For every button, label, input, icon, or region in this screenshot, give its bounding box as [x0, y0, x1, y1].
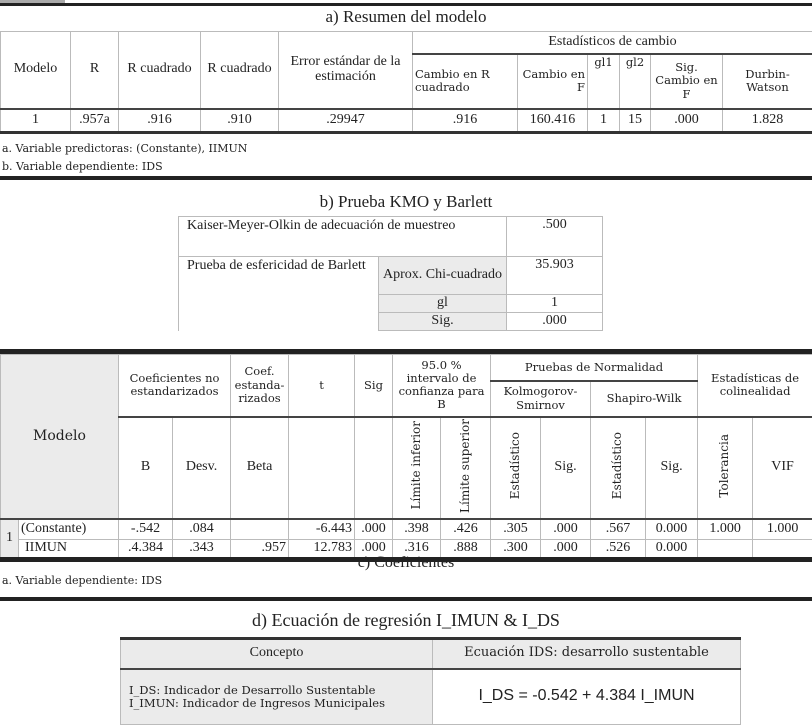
kmo-value: .500: [507, 217, 603, 257]
sig-value: .000: [507, 313, 603, 331]
bartlett-label: Prueba de esfericidad de Barlett: [179, 257, 379, 331]
cell: .910: [201, 109, 279, 133]
section-d-title: d) Ecuación de regresión I_IMUN & I_DS: [0, 610, 812, 631]
coefficients-table: [0, 354, 812, 562]
hdr-dw: Durbin-Watson: [723, 54, 812, 109]
cell: .084: [173, 519, 231, 539]
cell: .4.384: [119, 539, 173, 559]
hdr-ic: 95.0 % intervalo de confianza para B: [393, 355, 491, 417]
hdr-sig: Sig: [355, 355, 393, 417]
hdr-b: B: [119, 417, 173, 520]
cell: 0.000: [646, 539, 698, 559]
section-c-title: c) Coeficientes: [0, 554, 812, 572]
chi-label: Aprox. Chi-cuadrado: [379, 257, 507, 295]
hdr-concepto: Concepto: [121, 639, 433, 669]
hdr-modelo: Modelo: [1, 355, 119, 520]
cell: .000: [541, 539, 591, 559]
cell: .000: [651, 109, 723, 133]
equation: I_DS = -0.542 + 4.384 I_IMUN: [433, 669, 741, 725]
cell: (Constante): [19, 519, 119, 539]
sig-label: Sig.: [379, 313, 507, 331]
footnote: b. Variable dependiente: IDS: [2, 160, 163, 173]
hdr-sw: Shapiro-Wilk: [591, 381, 698, 417]
hdr-normalidad: Pruebas de Normalidad: [491, 355, 698, 381]
hdr-li: Límite inferior: [410, 421, 423, 509]
hdr-sig1: Sig.: [541, 417, 591, 520]
hdr-r2: R cuadrado: [119, 32, 201, 109]
cell: IIMUN: [19, 539, 119, 559]
cell: .000: [355, 519, 393, 539]
hdr-t-empty: [289, 417, 355, 520]
hdr-gl1: gl1: [588, 54, 620, 109]
hdr-r: R: [71, 32, 119, 109]
section-a-title: a) Resumen del modelo: [0, 7, 812, 27]
cell: 1.000: [753, 519, 812, 539]
cell: 160.416: [518, 109, 588, 133]
hdr-vif: VIF: [753, 417, 812, 520]
cell: 12.783: [289, 539, 355, 559]
kmo-label: Kaiser-Meyer-Olkin de adecuación de muestreo: [179, 217, 507, 257]
equation-table: [120, 637, 741, 725]
hdr-beta: Beta: [231, 417, 289, 520]
model-summary-table: [0, 31, 812, 134]
cell: 0.000: [646, 519, 698, 539]
cell: .567: [591, 519, 646, 539]
hdr-gl2: gl2: [620, 54, 651, 109]
cell: .000: [355, 539, 393, 559]
cell: .957: [231, 539, 289, 559]
gl-label: gl: [379, 295, 507, 313]
cell: .343: [173, 539, 231, 559]
cell: .316: [393, 539, 441, 559]
hdr-sig2: Sig.: [646, 417, 698, 520]
model-num: 1: [1, 519, 19, 559]
hdr-tol: Tolerancia: [718, 434, 731, 498]
cell: .957a: [71, 109, 119, 133]
hdr-modelo: Modelo: [1, 32, 71, 109]
cell: 1: [588, 109, 620, 133]
divider: [0, 3, 812, 6]
gl-value: 1: [507, 295, 603, 313]
hdr-colin: Estadísticas de colinealidad: [698, 355, 812, 417]
kmo-table: [178, 216, 603, 331]
concept-ids: I_DS: Indicador de Desarrollo Sustentable: [129, 684, 424, 697]
footnote: a. Variable predictoras: (Constante), IIMUN: [2, 142, 247, 155]
table-row: [1, 109, 812, 133]
cell: .300: [491, 539, 541, 559]
table-row: [1, 519, 812, 539]
hdr-group: Estadísticos de cambio: [413, 32, 812, 54]
hdr-r2adj: R cuadrado: [201, 32, 279, 109]
hdr-est1: Estadístico: [509, 432, 522, 499]
hdr-cambio-f: Cambio en F: [518, 54, 588, 109]
hdr-ks: Kolmogorov-Smirnov: [491, 381, 591, 417]
hdr-desv: Desv.: [173, 417, 231, 520]
cell: -.542: [119, 519, 173, 539]
footnote: a. Variable dependiente: IDS: [2, 574, 162, 587]
hdr-sig: Sig. Cambio en F: [651, 54, 723, 109]
cell: .916: [413, 109, 518, 133]
section-b-title: b) Prueba KMO y Barlett: [0, 192, 812, 212]
cell: .305: [491, 519, 541, 539]
concept-imun: I_IMUN: Indicador de Ingresos Municipales: [129, 697, 424, 710]
cell: .888: [441, 539, 491, 559]
divider: [0, 176, 812, 180]
hdr-error: Error estándar de la estimación: [279, 32, 413, 109]
cell: .526: [591, 539, 646, 559]
chi-value: 35.903: [507, 257, 603, 295]
cell: .426: [441, 519, 491, 539]
cell: .000: [541, 519, 591, 539]
hdr-ecuacion: Ecuación IDS: desarrollo sustentable: [433, 639, 741, 669]
cell: -6.443: [289, 519, 355, 539]
hdr-est2: Estadístico: [611, 432, 624, 499]
hdr-t: t: [289, 355, 355, 417]
hdr-sig-empty: [355, 417, 393, 520]
hdr-cambio-r2: Cambio en R cuadrado: [413, 54, 518, 109]
cell: 1.000: [698, 519, 753, 539]
hdr-coef-est: Coef. estanda-rizados: [231, 355, 289, 417]
hdr-coef-no: Coeficientes no estandarizados: [119, 355, 231, 417]
cell: .29947: [279, 109, 413, 133]
cell: .398: [393, 519, 441, 539]
cell: 1.828: [723, 109, 812, 133]
divider: [0, 597, 812, 601]
cell: .916: [119, 109, 201, 133]
hdr-ls: Límite superior: [459, 419, 472, 513]
cell: 1: [1, 109, 71, 133]
cell: [231, 519, 289, 539]
cell: 15: [620, 109, 651, 133]
